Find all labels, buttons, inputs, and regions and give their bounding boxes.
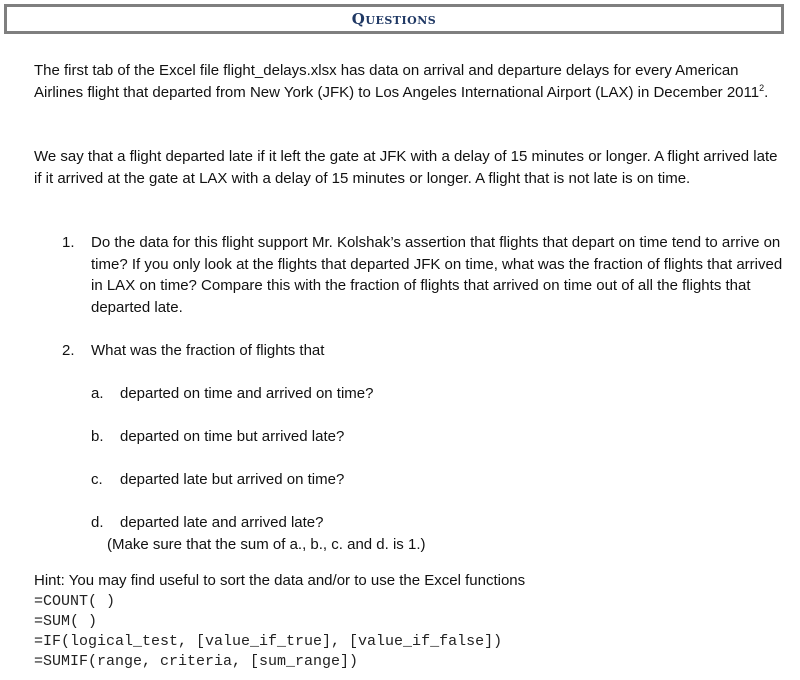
question-2-text: What was the fraction of flights that (91, 342, 325, 359)
question-2-number: 2. (62, 342, 75, 359)
subitem-d-text: departed late and arrived late? (120, 514, 324, 531)
intro-paragraph-1 (34, 60, 779, 103)
subitem-d-letter: d. (91, 514, 104, 531)
subitem-b-text: departed on time but arrived late? (120, 428, 345, 445)
intro-paragraph-1-end: . (764, 83, 769, 101)
question-1-number: 1. (62, 234, 75, 251)
hint-text: Hint: You may find useful to sort the data and/or to use the Excel functions (34, 572, 526, 589)
subitem-c-letter: c. (91, 471, 103, 488)
code-if-function: =IF(logical_test, [value_if_true], [value_if_false]) (34, 633, 503, 650)
subitem-b-letter: b. (91, 428, 104, 445)
questions-header (4, 4, 784, 34)
code-sumif-function: =SUMIF(range, criteria, [sum_range]) (34, 653, 359, 670)
subitem-a-text: departed on time and arrived on time? (120, 385, 374, 402)
header-title: Questions (351, 10, 437, 28)
code-sum-function: =SUM( ) (34, 613, 98, 630)
intro-paragraph-2: We say that a flight departed late if it left the gate at JFK with a delay of 15 minutes or longer. A flight arrived late if it arrived at the gate at LAX with a delay of 15 minutes or longer. A flight that is not late is on time. (34, 148, 778, 187)
sum-note: (Make sure that the sum of a., b., c. and d. is 1.) (107, 536, 426, 553)
subitem-c-text: departed late but arrived on time? (120, 471, 345, 488)
code-count-function: =COUNT( ) (34, 593, 116, 610)
question-1-text: Do the data for this flight support Mr. Kolshak’s assertion that flights that depart on time tend to arrive on time? If you only look at the flights that departed JFK on time, what was the fraction of flights that arrived in LAX on time? Compare this with the fraction of flights that arrived on time out of all the flights that departed late. (91, 234, 783, 316)
footnote-marker: 2 (759, 82, 765, 93)
subitem-a-letter: a. (91, 385, 104, 402)
intro-paragraph-1-text: The first tab of the Excel file flight_delays.xlsx has data on arrival and departure delays for every American Airlines flight that departed from New York (JFK) to Los Angeles International Airport (LAX) in December 2011 (34, 62, 760, 101)
